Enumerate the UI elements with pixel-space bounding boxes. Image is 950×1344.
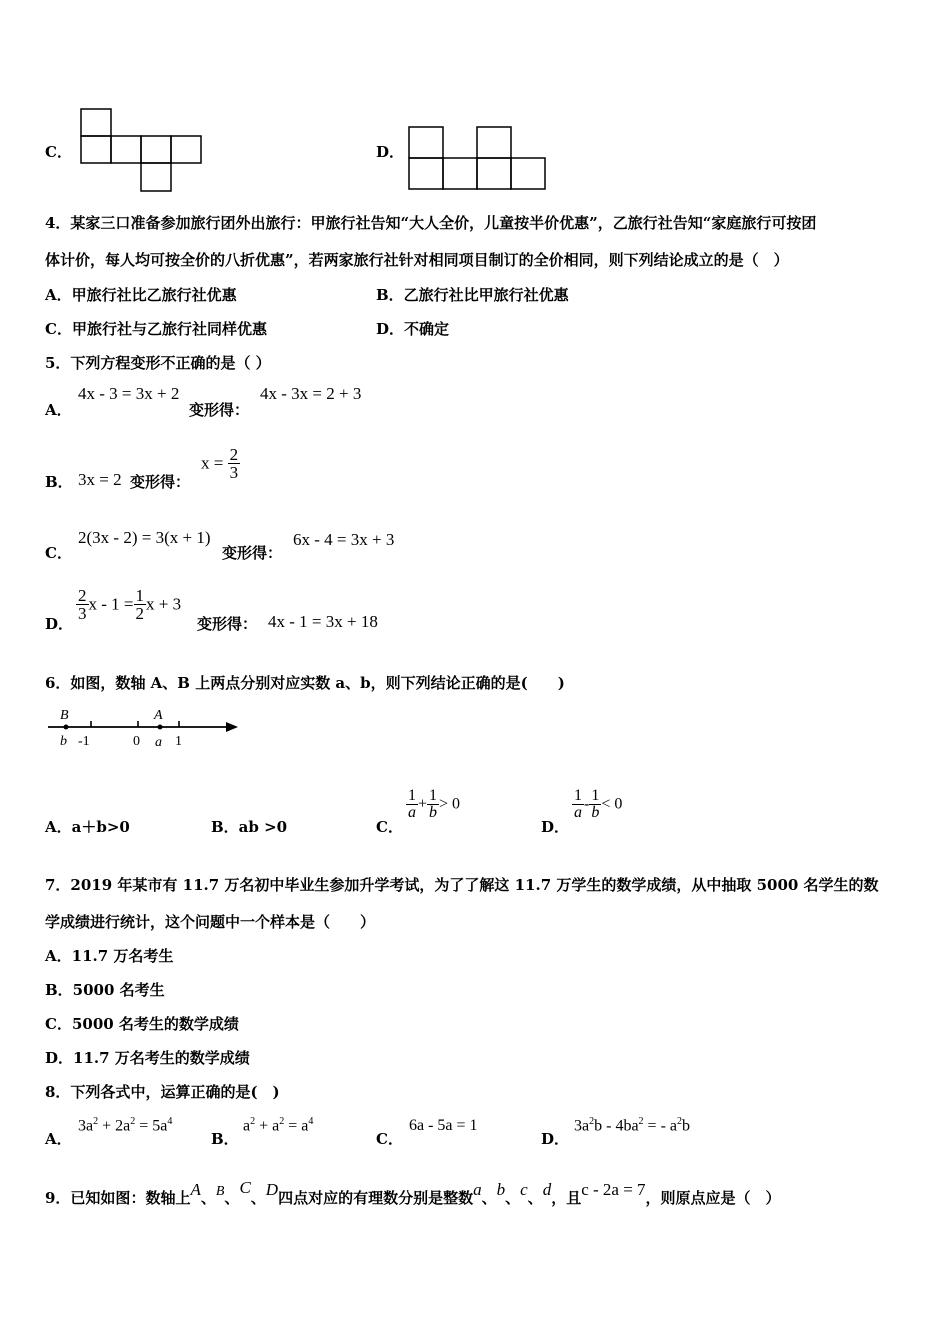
q5-d-frac1-num: 2 [78,586,87,605]
q7-stem-line2: 学成绩进行统计，这个问题中一个样本是（ ） [45,913,376,931]
q3-option-c-label[interactable]: C． [45,143,72,161]
q6-c-frac2 [427,788,439,821]
q8-a-part3: = 5a [139,1117,168,1135]
q5-b-lhs: 3x = 2 [78,470,122,489]
point-b-dot [64,725,69,730]
q8-d-expr [574,1116,690,1135]
q6-c-frac1-num: 1 [408,787,416,804]
q4-option-b[interactable]: B．乙旅行社比甲旅行社优惠 [376,286,569,304]
q4-stem-line2: 体计价，每人均可按全价的八折优惠”，若两家旅行社针对相同项目制订的全价相同，则下列结论成立的是（ ） [45,251,789,269]
q9-suffix: ，则原点应是（ ） [645,1189,781,1207]
q9-prefix: 9．已知如图：数轴上 [45,1189,191,1207]
q9-mid: 四点对应的有理数分别是整数 [278,1189,474,1207]
q9-comma-and: ，且 [551,1189,582,1207]
q7-option-b[interactable]: B．5000 名考生 [45,981,165,999]
q9-point-b: B [215,1184,225,1199]
q5-stem: 5．下列方程变形不正确的是（ ） [45,354,271,372]
cube-net-d-icon [408,126,548,192]
q9-var-b: b [496,1180,506,1199]
q6-c-frac2-den: b [429,804,438,821]
q8-b-part3: = a [288,1117,309,1135]
q5-d-mid1: x - 1 = [88,594,134,614]
q8-b-expr [243,1116,313,1135]
q7-stem-line1: 7．2019 年某市有 11.7 万名初中毕业生参加升学考试，为了了解这 11.7 万学生的数学成绩，从中抽取 5000 名学生的数 [45,876,879,894]
q9-sep-6: 、 [527,1189,543,1207]
q8-a-sup3: 4 [167,1116,173,1127]
var-a-label: a [155,735,162,750]
q6-c-frac1 [406,788,418,821]
q8-a-part2: + 2a [102,1117,131,1135]
q5-d-frac1-den: 3 [78,604,87,623]
q7-option-a[interactable]: A．11.7 万名考生 [45,947,174,965]
q6-c-gt0: > 0 [439,795,461,813]
q5-d-rhs: 4x - 1 = 3x + 18 [268,612,378,631]
q5-d-frac2 [134,587,147,622]
q8-d-part4: b [682,1117,690,1135]
q5-option-b-label[interactable]: B． [45,473,73,491]
point-b-label: B [60,708,69,723]
q6-d-lt0: < 0 [601,795,623,813]
q9-var-d: d [542,1180,552,1199]
q6-d-frac1 [572,788,584,821]
tick-zero-label: 0 [133,734,140,749]
q5-d-transform-word: 变形得： [197,615,258,633]
q5-a-rhs: 4x - 3x = 2 + 3 [260,384,362,403]
q6-c-frac2-num: 1 [429,787,438,804]
q8-d-sup2: 2 [638,1116,644,1127]
q8-b-part1: a [243,1117,251,1135]
q6-d-frac2 [589,788,601,821]
q6-option-c-label[interactable]: C． [376,818,403,836]
q7-option-c[interactable]: C．5000 名考生的数学成绩 [45,1015,239,1033]
q8-d-sup3: 2 [677,1116,682,1127]
q8-a-sup1: 2 [93,1116,99,1127]
q5-b-frac-den: 3 [229,463,239,482]
q9-sep-1: 、 [200,1189,216,1207]
q8-d-sup1: 2 [589,1116,595,1127]
var-b-label: b [60,734,67,749]
q6-d-expr [572,788,622,821]
q5-d-lhs [76,587,181,622]
q4-option-a[interactable]: A．甲旅行社比乙旅行社优惠 [45,286,237,304]
q5-c-transform-word: 变形得： [222,544,283,562]
q8-option-a-label[interactable]: A． [45,1130,72,1148]
q6-stem: 6．如图，数轴 A、B 上两点分别对应实数 a、b，则下列结论正确的是( ) [45,674,565,692]
q8-b-sup3: 4 [308,1116,314,1127]
q9-point-d: D [265,1180,279,1199]
q6-c-plus: + [418,795,428,813]
q9-var-c: c [520,1180,528,1199]
tick-one-label: 1 [175,734,182,749]
q6-d-frac2-num: 1 [591,787,600,804]
point-a-label: A [154,708,163,723]
q8-option-c-label[interactable]: C． [376,1130,403,1148]
q3-option-d-label[interactable]: D． [376,143,405,161]
q4-option-d[interactable]: D．不确定 [376,320,450,338]
q8-d-part1: 3a [574,1117,590,1135]
q8-c-expr: 6a - 5a = 1 [409,1117,478,1134]
q8-b-sup1: 2 [250,1116,256,1127]
q5-b-transform-word: 变形得： [130,473,191,491]
q5-b-rhs [201,446,240,481]
q5-d-frac1 [76,587,89,622]
q9-var-a: a [473,1180,482,1199]
q8-b-part2: + a [259,1117,280,1135]
q5-b-frac-num: 2 [229,445,239,464]
q8-b-sup2: 2 [279,1116,285,1127]
q5-d-frac2-num: 1 [135,586,144,605]
q6-option-b[interactable]: B．ab >0 [211,818,288,836]
q5-c-rhs: 6x - 4 = 3x + 3 [293,530,395,549]
q4-option-c[interactable]: C．甲旅行社与乙旅行社同样优惠 [45,320,267,338]
q9-sep-2: 、 [224,1189,240,1207]
q5-a-lhs: 4x - 3 = 3x + 2 [78,384,180,403]
q9-sep-4: 、 [481,1189,497,1207]
q8-d-part3: = - a [647,1117,677,1135]
q5-option-c-label[interactable]: C． [45,544,72,562]
q8-stem: 8．下列各式中，运算正确的是( ) [45,1083,280,1101]
q5-option-a-label[interactable]: A． [45,401,72,419]
q9-point-c: C [239,1178,251,1197]
q9-point-a: A [190,1180,201,1199]
q6-c-expr [406,788,460,821]
cube-net-c-icon [80,108,204,194]
q6-c-frac1-den: a [408,804,416,821]
q6-d-frac2-den: b [591,804,600,821]
q6-option-a[interactable]: A．a＋b>0 [45,818,130,836]
q9-line [45,1178,781,1208]
number-line-figure [44,705,244,753]
q8-a-expr [78,1116,172,1135]
tick-neg1-label: -1 [78,734,90,749]
q5-a-transform-word: 变形得： [189,401,250,419]
q5-b-fraction [228,446,241,481]
q9-sep-3: 、 [250,1189,266,1207]
point-a-dot [158,725,163,730]
q6-d-frac1-num: 1 [574,787,582,804]
q4-stem-line1: 4．某家三口准备参加旅行团外出旅行：甲旅行社告知“大人全价，儿童按半价优惠”，乙旅行社告知“家庭旅行可按团 [45,214,817,232]
q5-c-lhs: 2(3x - 2) = 3(x + 1) [78,528,211,547]
q5-option-d-label[interactable]: D． [45,615,74,633]
q7-option-d[interactable]: D．11.7 万名考生的数学成绩 [45,1049,250,1067]
q5-b-rhs-var: x = [201,453,224,473]
q8-a-part1: 3a [78,1117,94,1135]
q8-option-b-label[interactable]: B． [211,1130,239,1148]
q5-d-frac2-den: 2 [135,604,144,623]
q9-sep-5: 、 [505,1189,521,1207]
q9-condition: c - 2a = 7 [581,1180,646,1199]
q8-a-sup2: 2 [130,1116,136,1127]
q6-d-minus: - [584,795,590,813]
q6-option-d-label[interactable]: D． [541,818,570,836]
q8-option-d-label[interactable]: D． [541,1130,570,1148]
q8-d-part2: b - 4ba [594,1117,639,1135]
q5-d-mid2: x + 3 [146,594,182,614]
q6-d-frac1-den: a [574,804,582,821]
